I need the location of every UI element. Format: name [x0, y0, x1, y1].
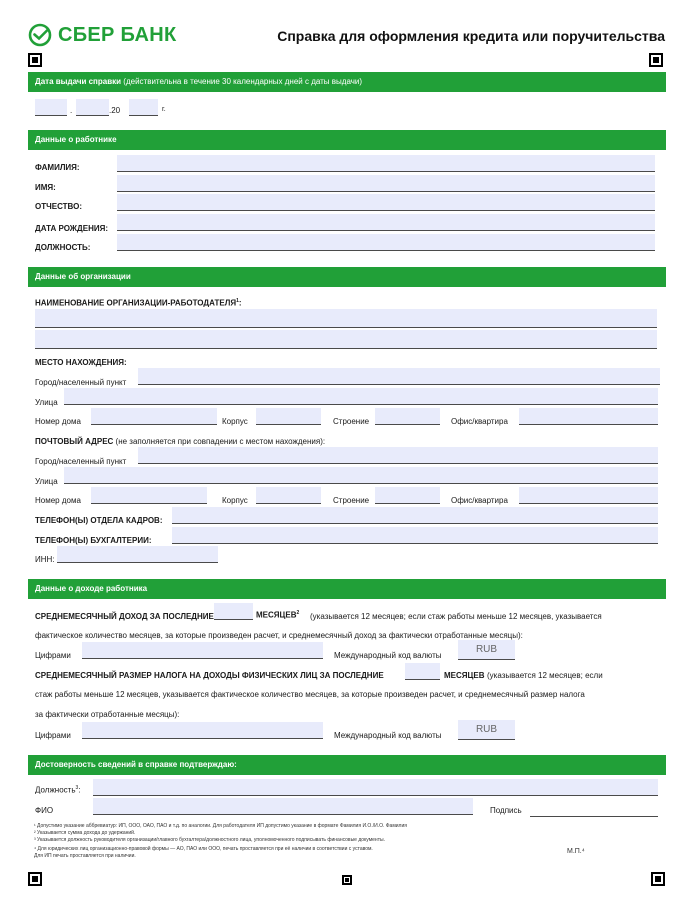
office-label: Офис/квартира	[451, 417, 508, 426]
issue-date-bar-note: (действительна в течение 30 календарных дней с даты выдачи)	[121, 77, 363, 86]
tax-note-1: (указывается 12 месяцев; если	[487, 671, 603, 680]
income-amount-field[interactable]	[82, 642, 323, 659]
postal-office-field[interactable]	[519, 487, 658, 504]
document-title: Справка для оформления кредита или поручительства	[277, 28, 665, 44]
footnote-2: ² Указывается сумма дохода до удержаний.	[34, 830, 136, 836]
footnote-4: ⁴ Для юридических лиц организационно-правовой формы — АО, ПАО или ООО, печать проставляется при её наличии в соответствии с уставом.	[34, 846, 373, 852]
tax-label-a: СРЕДНЕМЕСЯЧНЫЙ РАЗМЕР НАЛОГА НА ДОХОДЫ ФИЗИЧЕСКИХ ЛИЦ ЗА ПОСЛЕДНИЕ	[35, 671, 384, 680]
tax-label-b: МЕСЯЦЕВ	[444, 671, 485, 680]
postal-address-label	[35, 437, 325, 446]
inn-field[interactable]	[57, 546, 218, 563]
postal-street-field[interactable]	[64, 467, 658, 484]
signature-label: Подпись	[490, 806, 522, 815]
name-label: ИМЯ:	[35, 183, 56, 192]
org-name-label-text: НАИМЕНОВАНИЕ ОРГАНИЗАЦИИ-РАБОТОДАТЕЛЯ	[35, 298, 237, 308]
section-bar-employee: Данные о работнике	[28, 130, 666, 150]
tax-amount-field[interactable]	[82, 722, 323, 739]
income-currency-field[interactable]: RUB	[458, 640, 515, 660]
structure-label: Строение	[333, 417, 370, 426]
signer-position-footnote-ref: 3	[75, 785, 79, 791]
office2-label: Офис/квартира	[451, 496, 508, 505]
section-bar-issue-date	[28, 72, 666, 92]
corner-marker-bottom-left	[28, 872, 42, 886]
accounting-phone-field[interactable]	[172, 527, 658, 544]
footnote-5: Для ИП печать проставляется при наличии.	[34, 853, 136, 859]
section-bar-income: Данные о доходе работника	[28, 579, 666, 599]
patronymic-label: ОТЧЕСТВО:	[35, 202, 82, 211]
house2-label: Номер дома	[35, 496, 81, 505]
surname-field[interactable]	[117, 155, 655, 172]
office-field[interactable]	[519, 408, 658, 425]
avg-income-label-a: СРЕДНЕМЕСЯЧНЫЙ ДОХОД ЗА ПОСЛЕДНИЕ	[35, 612, 214, 621]
issue-month-field[interactable]	[76, 99, 109, 116]
birth-date-label: ДАТА РОЖДЕНИЯ:	[35, 224, 109, 233]
corner-marker-bottom-center	[342, 875, 352, 885]
tax-note-2: стаж работы меньше 12 месяцев, указывается фактическое количество месяцев, за которые произведен расчет, и среднемесячный размер налога	[35, 690, 585, 699]
surname-label: ФАМИЛИЯ:	[35, 163, 80, 172]
stamp-place-label: М.П.⁴	[567, 848, 585, 855]
signer-fio-field[interactable]	[93, 798, 473, 815]
section-bar-confirmation: Достоверность сведений в справке подтверждаю:	[28, 755, 666, 775]
org-name-colon: :	[238, 298, 242, 308]
org-name-field-1[interactable]	[35, 309, 657, 328]
name-field[interactable]	[117, 175, 655, 192]
signature-field[interactable]	[530, 800, 658, 817]
position-field[interactable]	[117, 234, 655, 251]
org-name-footnote-ref: 1	[236, 298, 239, 304]
inn-label: ИНН:	[35, 555, 55, 564]
hr-phone-field[interactable]	[172, 507, 658, 524]
tax-digits-label: Цифрами	[35, 731, 71, 740]
sber-logo	[28, 22, 176, 48]
birth-date-field[interactable]	[117, 214, 655, 231]
structure2-label: Строение	[333, 496, 370, 505]
footnote-3: ³ Указывается должность руководителя организации/главного бухгалтера/должностного лица, уполномоченного подписывать финансовые документы.	[34, 837, 385, 843]
tax-note-3: за фактически отработанные месяцы):	[35, 710, 180, 719]
signer-position-text: Должность	[35, 785, 76, 795]
postal-address-title: ПОЧТОВЫЙ АДРЕС	[35, 437, 114, 446]
city-field[interactable]	[138, 368, 660, 385]
avg-income-note-2: фактическое количество месяцев, за которые произведен расчет, и среднемесячный доход за фактически отработанные месяцы):	[35, 631, 523, 640]
signer-position-field[interactable]	[93, 779, 658, 796]
avg-income-footnote-ref: 2	[296, 610, 300, 616]
postal-city-field[interactable]	[138, 447, 658, 464]
tax-months-field[interactable]	[405, 663, 440, 680]
footnote-1: ¹ Допустимо указание аббревиатур: ИП, ООО, ОАО, ПАО и т.д. по аналогии. Для работодателя ИП допустимо указание в формате Фамилия И.О./И.О. Фамилия	[34, 823, 407, 829]
street2-label: Улица	[35, 477, 58, 486]
corner-marker-bottom-right	[651, 872, 665, 886]
corner-marker-top-right	[649, 53, 663, 67]
street-field[interactable]	[64, 388, 658, 405]
avg-income-note-1: (указывается 12 месяцев; если стаж работы меньше 12 месяцев, указывается	[310, 612, 602, 621]
section-bar-organization: Данные об организации	[28, 267, 666, 287]
postal-address-note: (не заполняется при совпадении с местом нахождения):	[113, 437, 326, 446]
position-label: ДОЛЖНОСТЬ:	[35, 243, 91, 252]
postal-building-field[interactable]	[256, 487, 321, 504]
city2-label: Город/населенный пункт	[35, 457, 127, 466]
avg-income-label-b	[256, 610, 299, 620]
issue-day-field[interactable]	[35, 99, 67, 116]
signer-position-label	[35, 785, 81, 795]
location-label: МЕСТО НАХОЖДЕНИЯ:	[35, 358, 127, 367]
income-digits-label: Цифрами	[35, 651, 71, 660]
structure-field[interactable]	[375, 408, 440, 425]
tax-currency-label: Международный код валюты	[334, 731, 442, 740]
building-label: Корпус	[222, 417, 248, 426]
signer-fio-label: ФИО	[35, 806, 54, 815]
tax-currency-field[interactable]: RUB	[458, 720, 515, 740]
building2-label: Корпус	[222, 496, 248, 505]
avg-income-months-field[interactable]	[214, 603, 253, 620]
sber-logo-icon	[28, 23, 52, 47]
issue-year-suffix: г.	[162, 106, 166, 113]
avg-income-months-word: МЕСЯЦЕВ	[256, 610, 297, 620]
street-label: Улица	[35, 398, 58, 407]
corner-marker-top-left	[28, 53, 42, 67]
issue-date-dot: .	[70, 106, 73, 115]
city-label: Город/населенный пункт	[35, 378, 127, 387]
house-field[interactable]	[91, 408, 217, 425]
issue-date-bar-title: Дата выдачи справки	[35, 77, 122, 86]
issue-year-prefix: .20	[109, 106, 121, 115]
house-label: Номер дома	[35, 417, 81, 426]
postal-house-field[interactable]	[91, 487, 207, 504]
bank-name: СБЕР БАНК	[58, 23, 177, 46]
postal-structure-field[interactable]	[375, 487, 440, 504]
income-currency-label: Международный код валюты	[334, 651, 442, 660]
org-name-label	[35, 298, 242, 308]
patronymic-field[interactable]	[117, 194, 655, 211]
hr-phone-label: ТЕЛЕФОН(Ы) ОТДЕЛА КАДРОВ:	[35, 516, 163, 525]
accounting-phone-label: ТЕЛЕФОН(Ы) БУХГАЛТЕРИИ:	[35, 536, 152, 545]
issue-year-field[interactable]	[129, 99, 158, 116]
org-name-field-2[interactable]	[35, 330, 657, 349]
footnotes	[34, 823, 504, 860]
building-field[interactable]	[256, 408, 321, 425]
signer-position-colon: :	[78, 785, 81, 795]
